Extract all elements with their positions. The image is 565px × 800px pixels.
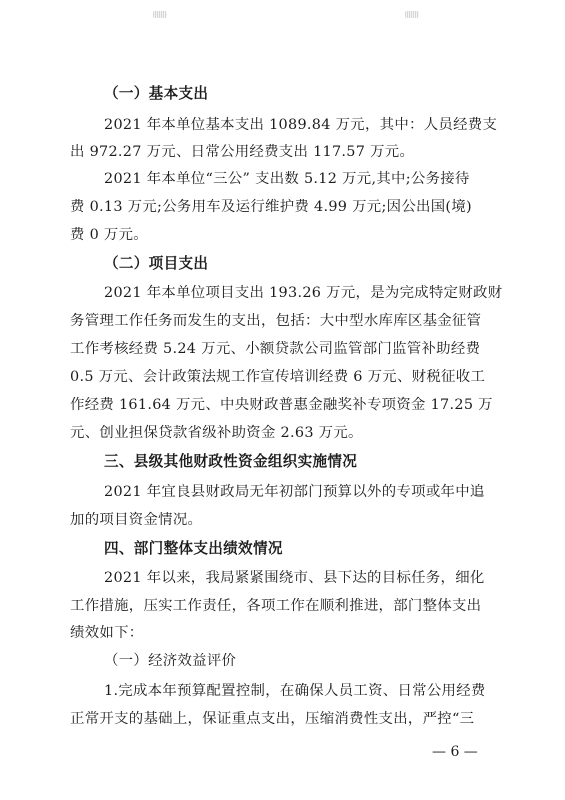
paragraph-line: 出 972.27 万元、日常公用经费支出 117.57 万元。 (70, 144, 415, 160)
paragraph-line: 2021 年宜良县财政局无年初部门预算以外的专项或年中追 (104, 484, 485, 500)
paragraph-line: 0.5 万元、会计政策法规工作宣传培训经费 6 万元、财税征收工 (70, 369, 486, 385)
page-number: — 6 — (432, 744, 478, 760)
paragraph-line: 工作措施，压实工作责任，各项工作在顺利推进，部门整体支出 (70, 598, 482, 614)
paragraph-line: 费 0 万元。 (70, 227, 148, 243)
paragraph-line: 2021 年本单位基本支出 1089.84 万元，其中：人员经费支 (104, 117, 498, 133)
paragraph-line: 元、创业担保贷款省级补助资金 2.63 万元。 (70, 425, 363, 441)
paragraph-line: 绩效如下： (70, 625, 144, 641)
paragraph-line: 工作考核经费 5.24 万元、小额贷款公司监管部门监管补助经费 (70, 341, 481, 357)
paragraph-line: 2021 年以来，我局紧紧围绕市、县下达的目标任务，细化 (104, 570, 485, 586)
section-4-heading: 四、部门整体支出绩效情况 (104, 540, 283, 557)
paragraph-line: 费 0.13 万元;公务用车及运行维护费 4.99 万元;因公出国(境) (70, 199, 472, 215)
paragraph-line: 正常开支的基础上，保证重点支出，压缩消费性支出，严控“三 (70, 711, 475, 727)
binder-hole-right (405, 11, 419, 18)
paragraph-line: 2021 年本单位“三公” 支出数 5.12 万元,其中;公务接待 (104, 171, 470, 187)
paragraph-line: 作经费 161.64 万元、中央财政普惠金融奖补专项资金 17.25 万 (70, 397, 493, 413)
paragraph-line: 2021 年本单位项目支出 193.26 万元，是为完成特定财政财 (104, 285, 503, 301)
binder-hole-left (153, 11, 167, 18)
paragraph-line: 1.完成本年预算配置控制，在确保人员工资、日常公用经费 (104, 683, 486, 699)
basic-expenditure-heading: （一）基本支出 (104, 85, 209, 102)
paragraph-line: 加的项目资金情况。 (70, 512, 203, 528)
project-expenditure-heading: （二）项目支出 (104, 255, 209, 272)
economic-benefit-heading: （一）经济效益评价 (104, 653, 237, 669)
paragraph-line: 务管理工作任务而发生的支出，包括：大中型水库库区基金征管 (70, 313, 482, 329)
section-3-heading: 三、县级其他财政性资金组织实施情况 (104, 453, 358, 470)
